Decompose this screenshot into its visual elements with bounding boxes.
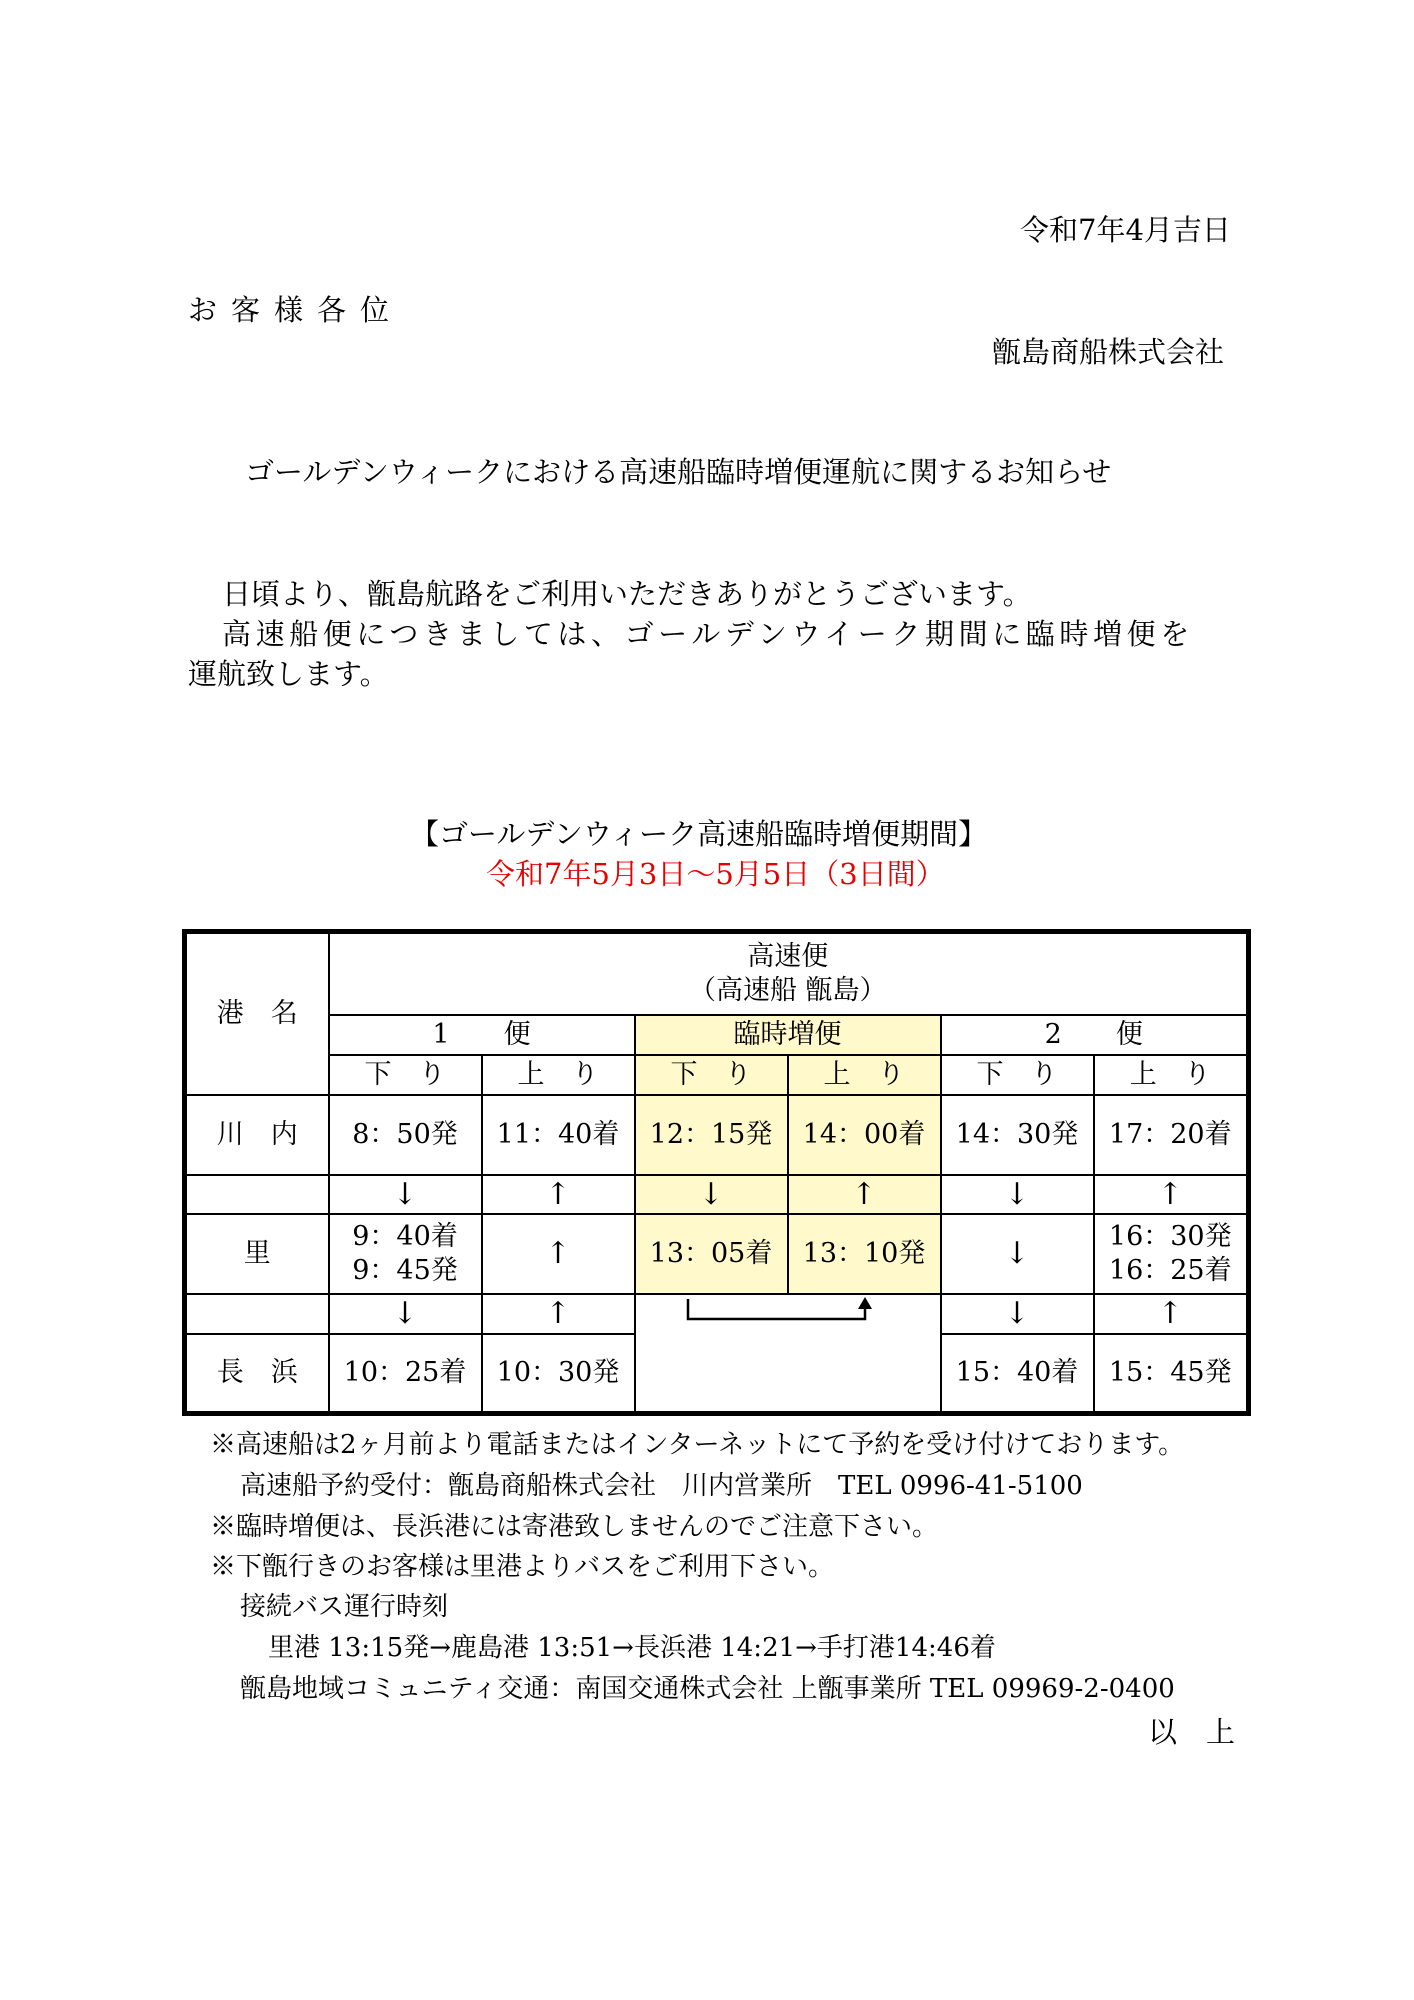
arrow-up-icon: ↑	[1094, 1175, 1249, 1215]
recipient: お客様各位	[188, 293, 404, 327]
time-cell: 10：25着	[329, 1334, 482, 1414]
arrow-up-icon: ↑	[482, 1214, 635, 1294]
bus-times: 里港 13:15発→鹿島港 13:51→長浜港 14:21→手打港14:46着	[268, 1633, 996, 1663]
time-cell: 11：40着	[482, 1095, 635, 1175]
direction-cell: 下 り	[329, 1055, 482, 1095]
service-header	[329, 932, 1249, 1015]
time-cell: 13：10発	[788, 1214, 941, 1294]
time-cell: 14：30発	[941, 1095, 1094, 1175]
time-cell: 12：15発	[635, 1095, 788, 1175]
port-sendai: 川 内	[185, 1095, 329, 1175]
service-subtitle: （高速船 甑島）	[688, 974, 887, 1006]
time-line: 9：40着	[352, 1221, 458, 1253]
return-route-icon	[636, 1295, 942, 1415]
time-line: 9：45発	[352, 1255, 458, 1286]
direction-cell: 上 り	[788, 1055, 941, 1095]
community-transport: 甑島地域コミュニティ交通：南国交通株式会社 上甑事業所 TEL 09969-2-0400	[240, 1674, 1175, 1704]
arrow-down-icon: ↓	[329, 1294, 482, 1334]
time-cell: 15：45発	[1094, 1334, 1249, 1414]
note-bus: ※下甑行きのお客様は里港よりバスをご利用下さい。	[210, 1552, 835, 1582]
time-cell: 8：50発	[329, 1095, 482, 1175]
arrow-up-icon: ↑	[788, 1175, 941, 1215]
time-line: 16：30発	[1108, 1221, 1232, 1253]
direction-cell: 上 り	[1094, 1055, 1249, 1095]
period-dates: 令和7年5月3日～5月5日（3日間）	[486, 857, 945, 891]
period-heading: 【ゴールデンウィーク高速船臨時増便期間】	[410, 817, 988, 851]
arrow-down-icon: ↓	[941, 1175, 1094, 1215]
note-reservation: ※高速船は2ヶ月前より電話またはインターネットにて予約を受け付けております。	[210, 1430, 1185, 1460]
issue-date: 令和7年4月吉日	[1020, 213, 1231, 247]
spacer-cell	[185, 1175, 329, 1215]
direction-cell: 下 り	[941, 1055, 1094, 1095]
time-cell: 15：40着	[941, 1334, 1094, 1414]
group-extra-header: 臨時増便	[635, 1015, 941, 1055]
time-cell	[329, 1214, 482, 1294]
time-line: 16：25着	[1108, 1255, 1232, 1286]
arrow-down-icon: ↓	[941, 1214, 1094, 1294]
time-cell	[1094, 1214, 1249, 1294]
time-cell: 17：20着	[1094, 1095, 1249, 1175]
bus-heading: 接続バス運行時刻	[240, 1592, 449, 1622]
timetable	[182, 929, 1251, 1416]
page-title: ゴールデンウィークにおける高速船臨時増便運航に関するお知らせ	[245, 455, 1112, 489]
note-reservation-contact: 高速船予約受付：甑島商船株式会社 川内営業所 TEL 0996-41-5100	[240, 1471, 1083, 1501]
spacer-cell	[185, 1294, 329, 1334]
direction-cell: 上 り	[482, 1055, 635, 1095]
arrow-down-icon: ↓	[941, 1294, 1094, 1334]
time-cell: 14：00着	[788, 1095, 941, 1175]
body-line-1: 日頃より、甑島航路をご利用いただきありがとうございます。	[222, 577, 1032, 611]
time-cell: 10：30発	[482, 1334, 635, 1414]
time-cell: 13：05着	[635, 1214, 788, 1294]
relay-cell	[635, 1294, 941, 1414]
service-title: 高速便	[747, 941, 829, 972]
group-2-header: 2 便	[941, 1015, 1249, 1055]
port-sato: 里	[185, 1214, 329, 1294]
group-1-header: 1 便	[329, 1015, 635, 1055]
body-line-2: 高速船便につきましては、ゴールデンウイーク期間に臨時増便を	[222, 617, 1194, 651]
company-name: 甑島商船株式会社	[992, 335, 1225, 369]
arrow-down-icon: ↓	[635, 1175, 788, 1215]
arrow-up-icon: ↑	[482, 1175, 635, 1215]
direction-cell: 下 り	[635, 1055, 788, 1095]
arrow-up-icon: ↑	[482, 1294, 635, 1334]
note-extra-service: ※臨時増便は、長浜港には寄港致しませんのでご注意下さい。	[210, 1512, 939, 1542]
port-header: 港 名	[185, 932, 329, 1095]
closing-mark: 以 上	[1148, 1715, 1236, 1749]
port-nagahama: 長 浜	[185, 1334, 329, 1414]
body-line-3: 運航致します。	[188, 657, 389, 691]
arrow-down-icon: ↓	[329, 1175, 482, 1215]
arrow-up-icon: ↑	[1094, 1294, 1249, 1334]
